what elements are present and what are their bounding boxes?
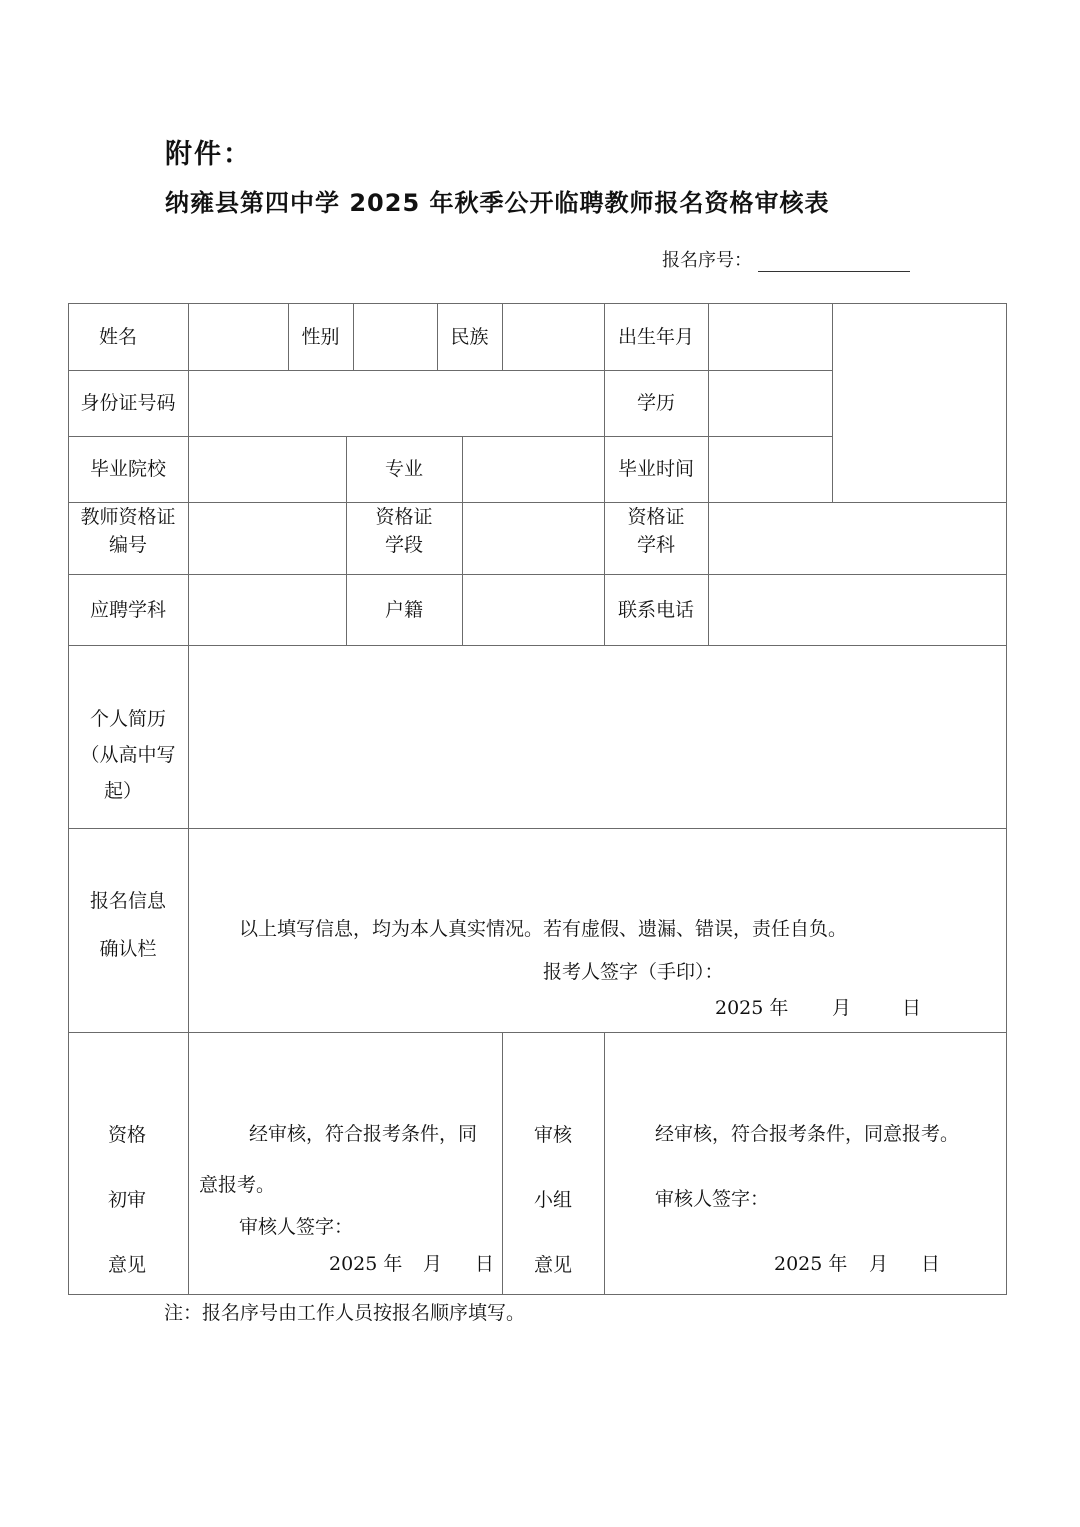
household-label: 户籍 — [384, 598, 423, 621]
household-field[interactable] — [463, 575, 604, 645]
resume-label-line1: 个人简历 — [89, 708, 166, 730]
confirm-day: 日 — [902, 997, 922, 1019]
birth-label: 出生年月 — [617, 325, 694, 348]
col-divider — [604, 1032, 605, 1294]
applicant-signature-label: 报考人签字（手印）： — [543, 961, 724, 983]
confirm-label-line1: 报名信息 — [89, 890, 166, 912]
group-label-line1: 审核 — [534, 1124, 573, 1146]
resume-label — [68, 700, 188, 810]
attachment-label: 附件： — [165, 139, 252, 170]
confirm-label-line2: 确认栏 — [99, 938, 157, 960]
education-label: 学历 — [636, 392, 675, 414]
major-field[interactable] — [463, 437, 604, 502]
prelim-label-line1: 资格 — [108, 1124, 147, 1146]
confirm-label — [68, 880, 188, 970]
phone-label: 联系电话 — [617, 598, 694, 621]
gender-label: 性别 — [301, 325, 340, 348]
resume-field[interactable] — [189, 646, 1006, 828]
prelim-month: 月 — [423, 1253, 443, 1275]
group-year: 2025 年 — [774, 1253, 848, 1275]
cert-subject-label — [604, 502, 708, 560]
cert-stage-field[interactable] — [463, 503, 604, 574]
cert-number-label-line2: 编号 — [108, 534, 147, 556]
confirm-month: 月 — [832, 997, 852, 1019]
form-title: 纳雍县第四中学 2025 年秋季公开临聘教师报名资格审核表 — [165, 189, 830, 217]
table-border-right — [1006, 303, 1007, 1294]
cert-subject-label-line2: 学科 — [636, 534, 675, 556]
grad-time-field[interactable] — [709, 437, 832, 502]
group-day: 日 — [921, 1253, 941, 1275]
prelim-label-line2: 初审 — [108, 1189, 147, 1211]
major-label: 专业 — [384, 458, 423, 480]
row-divider — [68, 1032, 1007, 1033]
ethnicity-field[interactable] — [503, 304, 604, 370]
cert-number-label-line1: 教师资格证 — [80, 506, 176, 528]
grad-time-label: 毕业时间 — [617, 458, 694, 480]
prelim-label-line3: 意见 — [108, 1254, 147, 1276]
footnote: 注：报名序号由工作人员按报名顺序填写。 — [164, 1302, 526, 1324]
group-opinion: 经审核，符合报考条件，同意报考。 — [655, 1123, 960, 1145]
prelim-opinion-line2: 意报考。 — [199, 1174, 276, 1196]
phone-field[interactable] — [709, 575, 1006, 645]
cert-number-field[interactable] — [189, 503, 346, 574]
col-divider — [502, 1032, 503, 1294]
group-signature-label: 审核人签字： — [655, 1188, 770, 1210]
name-label: 姓名 — [98, 325, 137, 348]
cert-subject-label-line1: 资格证 — [627, 506, 685, 528]
birth-field[interactable] — [709, 304, 832, 370]
confirm-year: 2025 年 — [715, 997, 789, 1019]
ethnicity-label: 民族 — [450, 325, 489, 348]
photo-field[interactable] — [833, 304, 1006, 502]
resume-label-line3: 起） — [103, 780, 142, 802]
registration-number-label: 报名序号： — [662, 250, 752, 271]
gender-field[interactable] — [354, 304, 437, 370]
group-label-line2: 小组 — [534, 1189, 573, 1211]
group-month: 月 — [869, 1253, 889, 1275]
name-field[interactable] — [189, 304, 288, 370]
confirm-statement: 以上填写信息，均为本人真实情况。若有虚假、遗漏、错误，责任自负。 — [239, 918, 848, 940]
cert-stage-label — [346, 502, 462, 560]
school-label: 毕业院校 — [89, 458, 166, 480]
apply-subject-label: 应聘学科 — [89, 598, 166, 621]
cert-number-label — [68, 502, 188, 560]
resume-label-line2: （从高中写 — [80, 744, 176, 766]
prelim-opinion-line1: 经审核，符合报考条件，同 — [249, 1123, 478, 1145]
cert-stage-label-line2: 学段 — [384, 534, 423, 556]
table-border-bottom — [68, 1294, 1007, 1295]
apply-subject-field[interactable] — [189, 575, 346, 645]
cert-subject-field[interactable] — [709, 503, 1006, 574]
education-field[interactable] — [709, 371, 832, 436]
id-number-field[interactable] — [189, 371, 604, 436]
school-field[interactable] — [189, 437, 346, 502]
id-number-label: 身份证号码 — [80, 392, 176, 414]
group-label-line3: 意见 — [534, 1254, 573, 1276]
prelim-day: 日 — [475, 1253, 495, 1275]
cert-stage-label-line1: 资格证 — [375, 506, 433, 528]
prelim-year: 2025 年 — [329, 1253, 403, 1275]
row-divider — [68, 828, 1007, 829]
prelim-signature-label: 审核人签字： — [239, 1216, 354, 1238]
